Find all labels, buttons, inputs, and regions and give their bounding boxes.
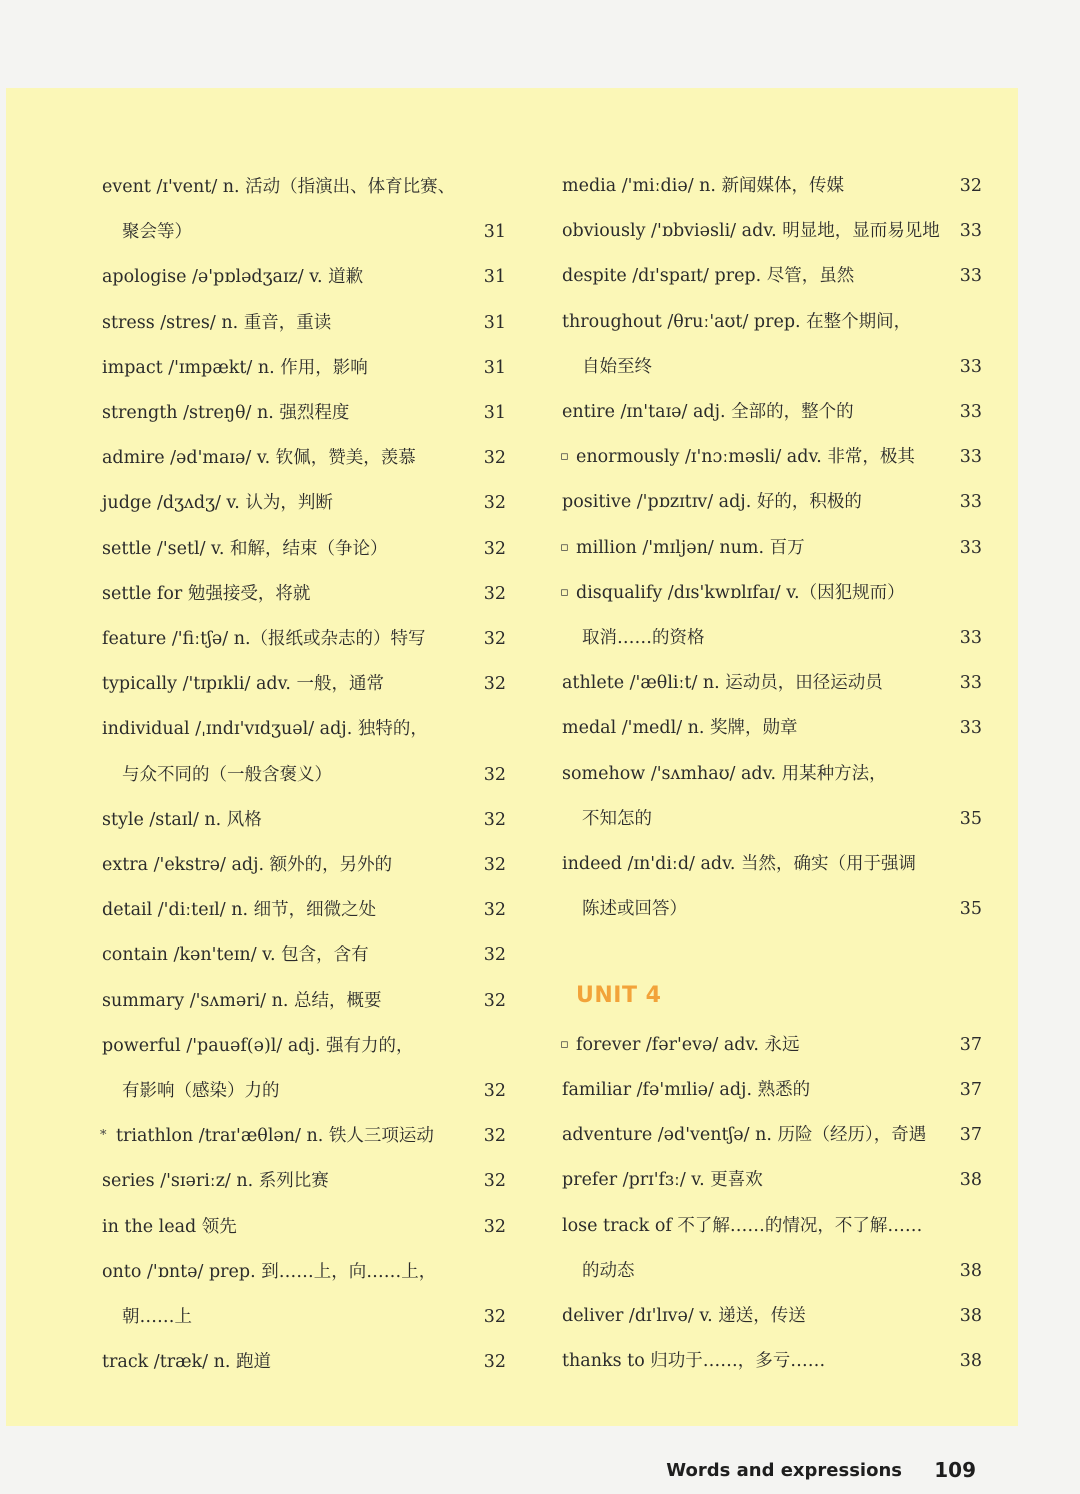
entry-page-ref: 33 [959, 447, 982, 468]
vocab-entry [102, 1121, 512, 1151]
vocab-entry [102, 262, 512, 292]
vocab-entry [102, 940, 512, 970]
entry-page-ref: 33 [959, 673, 982, 694]
entry-page-ref: 33 [959, 356, 982, 377]
entry-text: disqualify /dɪs'kwɒlɪfaɪ/ v.（因犯规而） [576, 582, 905, 603]
entry-page-ref: 38 [959, 1260, 982, 1281]
entry-continuation [102, 1076, 512, 1106]
entry-page-ref: 32 [483, 809, 506, 830]
entry-text: 朝……上 [122, 1307, 192, 1327]
entry-text: 陈述或回答） [582, 899, 687, 920]
entry-text: media /'miːdiə/ n. 新闻媒体，传媒 [562, 176, 845, 196]
entry-text: 聚会等） [122, 222, 192, 243]
vocab-entry [562, 397, 982, 427]
entry-text: series /'sɪəriːz/ n. 系列比赛 [102, 1171, 329, 1192]
vocab-entry [562, 533, 982, 563]
entry-page-ref: 33 [959, 537, 982, 558]
entry-page-ref: 32 [483, 990, 506, 1011]
vocab-entry [102, 398, 512, 428]
entry-text: deliver /dɪ'lɪvə/ v. 递送，传送 [562, 1306, 806, 1326]
entry-continuation [562, 894, 982, 924]
entry-text: summary /'sʌməri/ n. 总结，概要 [102, 990, 382, 1011]
entry-page-ref: 35 [959, 899, 982, 920]
vocab-entry [562, 216, 982, 246]
vocab-entry [102, 579, 512, 609]
entry-page-ref: 33 [959, 266, 982, 287]
vocab-entry [102, 895, 512, 925]
vocab-entry [102, 624, 512, 654]
vocab-entry [102, 1166, 512, 1196]
vocab-entry [562, 1030, 982, 1060]
entry-text: familiar /fə'mɪliə/ adj. 熟悉的 [562, 1080, 811, 1100]
entry-page-ref: 32 [483, 583, 506, 604]
vocab-entry [562, 713, 982, 743]
entry-page-ref: 38 [959, 1306, 982, 1326]
entry-page-ref: 37 [959, 1125, 982, 1146]
entry-text: style /staɪl/ n. 风格 [102, 809, 262, 830]
entry-text: feature /'fiːtʃə/ n.（报纸或杂志的）特写 [102, 629, 426, 649]
entry-text: somehow /'sʌmhaʊ/ adv. 用某种方法， [562, 763, 887, 784]
entry-page-ref: 31 [483, 403, 506, 423]
entry-text: in the lead 领先 [102, 1216, 237, 1237]
entry-page-ref: 32 [483, 448, 506, 469]
entry-page-ref: 38 [959, 1351, 982, 1372]
vocab-entry [562, 1120, 982, 1150]
entry-text: track /træk/ n. 跑道 [102, 1352, 272, 1373]
vocab-entry [102, 805, 512, 835]
entry-marker: ▫ [560, 539, 569, 555]
entry-page-ref: 32 [483, 945, 506, 966]
entry-page-ref: 37 [959, 1080, 982, 1100]
vocab-entry [562, 939, 982, 969]
entry-text: 取消……的资格 [582, 628, 705, 648]
entry-page-ref: 31 [483, 357, 506, 378]
entry-text: triathlon /traɪ'æθlən/ n. 铁人三项运动 [116, 1126, 434, 1147]
entry-text: admire /əd'maɪə/ v. 钦佩，赞美，羡慕 [102, 448, 416, 469]
entry-page-ref: 32 [483, 1126, 506, 1147]
vocab-entry [102, 1347, 512, 1377]
vocab-entry [102, 1257, 512, 1287]
vocab-entry [562, 1165, 982, 1195]
entry-text: positive /'pɒzɪtɪv/ adj. 好的，积极的 [562, 492, 862, 513]
unit-heading: UNIT 4 [576, 982, 662, 1008]
entry-text: onto /'ɒntə/ prep. 到……上，向……上， [102, 1261, 437, 1282]
entry-text: event /ɪ'vent/ n. 活动（指演出、体育比赛、 [102, 177, 456, 197]
entry-continuation [102, 1302, 512, 1332]
entry-page-ref: 33 [959, 718, 982, 739]
vocab-entry [562, 578, 982, 608]
entry-text: 不知怎的 [582, 808, 652, 829]
vocab-entry [562, 307, 982, 337]
vocab-entry [102, 669, 512, 699]
entry-page-ref: 32 [483, 764, 506, 785]
vocab-entry [562, 668, 982, 698]
vocab-entry [102, 353, 512, 383]
entry-page-ref: 33 [959, 221, 982, 242]
entry-page-ref: 35 [959, 808, 982, 829]
entry-page-ref: 32 [483, 1352, 506, 1373]
entry-text: apologise /ə'pɒlədʒaɪz/ v. 道歉 [102, 267, 364, 288]
entry-text: lose track of 不了解……的情况，不了解…… [562, 1215, 923, 1236]
entry-page-ref: 37 [959, 1034, 982, 1055]
entry-text: stress /stres/ n. 重音，重读 [102, 312, 332, 333]
vocab-entry [102, 714, 512, 744]
vocab-entry [562, 1301, 982, 1331]
entry-page-ref: 33 [959, 492, 982, 513]
vocab-entry [562, 261, 982, 291]
entry-text: adventure /əd'ventʃə/ n. 历险（经历），奇遇 [562, 1125, 927, 1146]
entry-continuation [102, 760, 512, 790]
vocab-entry [562, 1346, 982, 1376]
vocab-entry [562, 442, 982, 472]
entry-text: judge /dʒʌdʒ/ v. 认为，判断 [102, 493, 333, 514]
entry-continuation [102, 217, 512, 247]
entry-text: detail /'diːteɪl/ n. 细节，细微之处 [102, 900, 377, 921]
vocab-entry [102, 986, 512, 1016]
entry-page-ref: 32 [483, 493, 506, 514]
vocab-entry [102, 850, 512, 880]
vocabulary-page [6, 88, 1018, 1426]
entry-text: individual /ˌɪndɪ'vɪdʒuəl/ adj. 独特的， [102, 719, 428, 740]
entry-continuation [562, 352, 982, 382]
entry-text: contain /kən'teɪn/ v. 包含，含有 [102, 945, 369, 966]
vocab-entry [102, 308, 512, 338]
entry-text: typically /'tɪpɪkli/ adv. 一般，通常 [102, 674, 385, 695]
vocab-entry [562, 759, 982, 789]
entry-marker: ▫ [560, 1036, 569, 1052]
entry-page-ref: 32 [483, 674, 506, 695]
vocab-entry [102, 443, 512, 473]
entry-continuation [562, 1256, 982, 1286]
entry-text: prefer /prɪ'fɜː/ v. 更喜欢 [562, 1170, 763, 1191]
page-number: 109 [934, 1458, 976, 1482]
entry-text: impact /'ɪmpækt/ n. 作用，影响 [102, 357, 368, 378]
entry-text: medal /'medl/ n. 奖牌，勋章 [562, 718, 798, 739]
entry-text: indeed /ɪn'diːd/ adv. 当然，确实（用于强调 [562, 854, 917, 874]
entry-page-ref: 32 [483, 1081, 506, 1101]
entry-page-ref: 32 [483, 1216, 506, 1237]
entry-page-ref: 32 [483, 538, 506, 559]
entry-page-ref: 32 [483, 855, 506, 875]
entry-page-ref: 31 [483, 222, 506, 243]
entry-text: 与众不同的（一般含褒义） [122, 764, 332, 785]
entry-text: powerful /'pauəf(ə)l/ adj. 强有力的， [102, 1035, 414, 1056]
entry-page-ref: 32 [483, 629, 506, 649]
vocab-entry [102, 1031, 512, 1061]
entry-text: 的动态 [582, 1260, 635, 1281]
entry-page-ref: 31 [483, 312, 506, 333]
entry-marker: ▫ [560, 449, 569, 465]
entry-continuation [562, 623, 982, 653]
entry-marker: ▫ [560, 584, 569, 600]
entry-page-ref: 38 [959, 1170, 982, 1191]
vocab-entry [562, 1211, 982, 1241]
entry-text: entire /ɪn'taɪə/ adj. 全部的，整个的 [562, 402, 854, 422]
entry-page-ref: 32 [483, 1307, 506, 1327]
entry-text: obviously /'ɒbviəsli/ adv. 明显地，显而易见地 [562, 221, 940, 242]
entry-text: settle for 勉强接受，将就 [102, 583, 311, 604]
entry-continuation [562, 804, 982, 834]
entry-text: enormously /ɪ'nɔːməsli/ adv. 非常，极其 [576, 447, 915, 468]
entry-text: strength /streŋθ/ n. 强烈程度 [102, 403, 350, 423]
page-footer [600, 1456, 980, 1486]
vocab-entry [562, 849, 982, 879]
entry-text: athlete /'æθliːt/ n. 运动员，田径运动员 [562, 673, 883, 694]
vocab-entry [102, 172, 512, 202]
entry-text: extra /'ekstrə/ adj. 额外的，另外的 [102, 855, 393, 875]
entry-page-ref: 33 [959, 402, 982, 422]
entry-page-ref: 32 [483, 900, 506, 921]
vocab-entry [562, 1075, 982, 1105]
vocab-entry [102, 488, 512, 518]
section-title: Words and expressions [666, 1460, 902, 1481]
vocab-entry [562, 487, 982, 517]
entry-text: throughout /θruː'aʊt/ prep. 在整个期间， [562, 311, 912, 332]
vocab-entry [102, 534, 512, 564]
entry-text: 有影响（感染）力的 [122, 1081, 280, 1101]
entry-page-ref: 33 [959, 628, 982, 648]
vocab-entry [102, 1212, 512, 1242]
entry-text: settle /'setl/ v. 和解，结束（争论） [102, 538, 388, 559]
entry-page-ref: 32 [483, 1171, 506, 1192]
vocab-entry [562, 171, 982, 201]
entry-page-ref: 31 [483, 267, 506, 288]
entry-marker: * [100, 1128, 107, 1144]
entry-page-ref: 32 [959, 176, 982, 196]
entry-text: forever /fər'evə/ adv. 永远 [576, 1034, 800, 1055]
entry-text: 自始至终 [582, 356, 652, 377]
entry-text: million /'mɪljən/ num. 百万 [576, 537, 805, 558]
entry-text: despite /dɪ'spaɪt/ prep. 尽管，虽然 [562, 266, 855, 287]
entry-text: thanks to 归功于……，多亏…… [562, 1351, 826, 1372]
